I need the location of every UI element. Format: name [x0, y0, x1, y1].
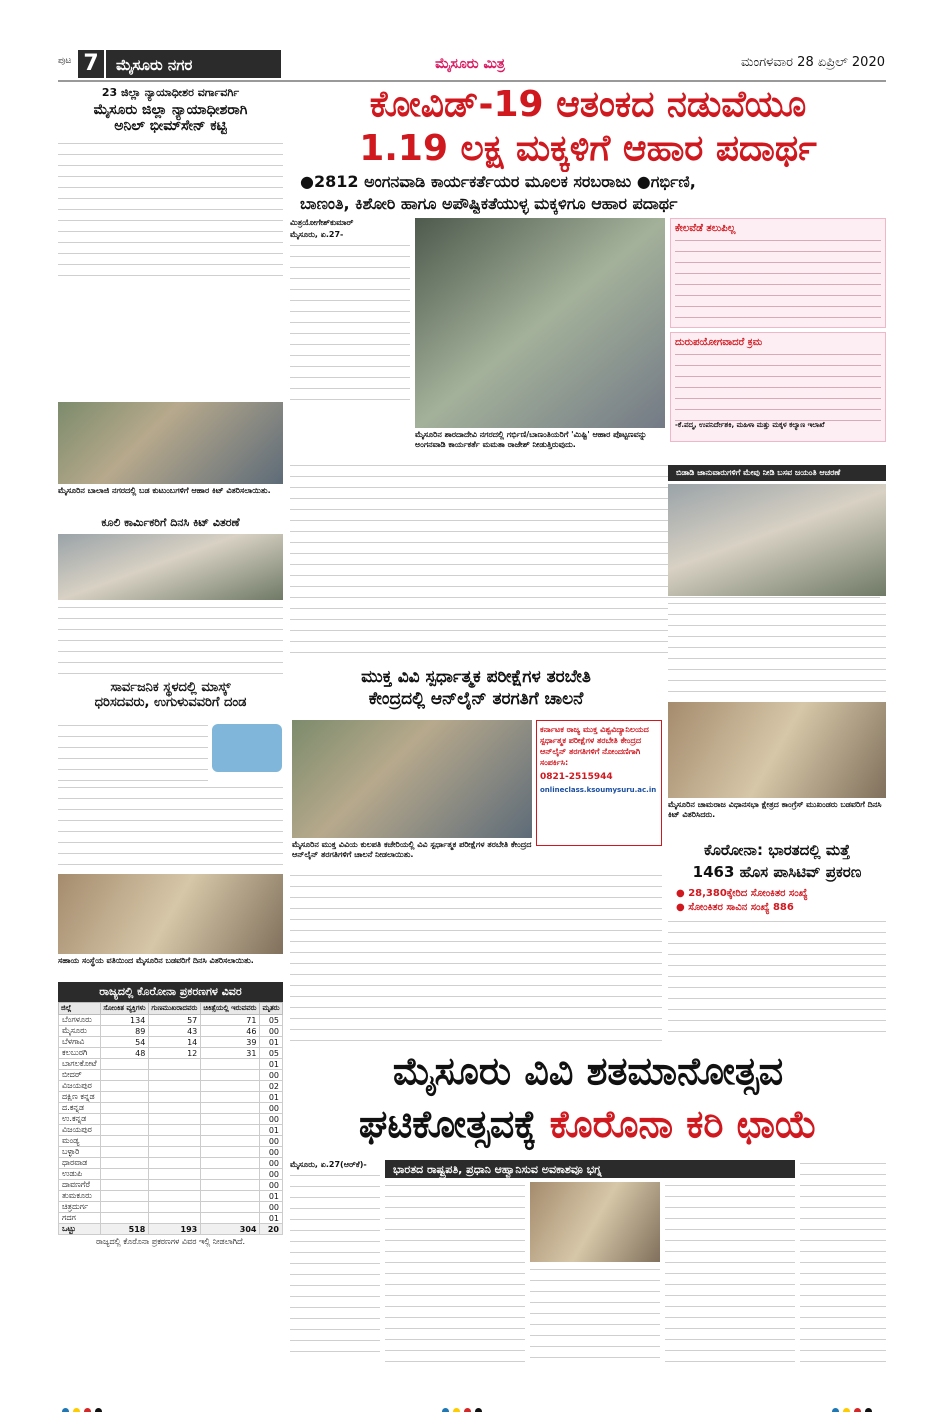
recovered-cell	[149, 1070, 201, 1081]
table-row	[59, 1026, 283, 1037]
col-deaths: ಮೃತರು	[260, 1003, 283, 1015]
table-row	[59, 1114, 283, 1125]
quote-box-1	[670, 218, 886, 328]
district-cell: ತುಮಕೂರು	[59, 1191, 101, 1202]
deaths-cell: 01	[260, 1037, 283, 1048]
table-row	[59, 1059, 283, 1070]
centenary-body-col1	[290, 1172, 380, 1362]
positive-bullet-2: ● ಸೋಂಕಿತರ ಸಾವಿನ ಸಂಖ್ಯೆ 886	[676, 902, 794, 913]
table-row	[59, 1213, 283, 1224]
masthead: ಮೈಸೂರು ಮಿತ್ರ	[435, 56, 505, 72]
centenary-title-black: ಘಟಿಕೋತ್ಸವಕ್ಕೆ	[358, 1102, 537, 1146]
infected-cell	[101, 1092, 149, 1103]
lead-title-line2: 1.19 ಲಕ್ಷ ಮಕ್ಕಳಿಗೆ ಆಹಾರ ಪದಾರ್ಥ	[359, 128, 817, 169]
food-kit-photo-caption: ಮೈಸೂರಿನ ಬಾಲಾಜಿ ನಗರದಲ್ಲಿ ಬಡ ಕುಟುಂಬಗಳಿಗೆ ಆಹಾರ ಕಿಟ್ ವಿತರಿಸಲಾಯಿತು.	[58, 486, 271, 495]
district-cell: ಬಾಗಲಕೋಟೆ	[59, 1059, 101, 1070]
table-row	[59, 1070, 283, 1081]
registration-dot	[73, 1408, 80, 1412]
positive-body	[668, 918, 886, 1042]
infected-cell	[101, 1125, 149, 1136]
district-cell: ಬೆಳಗಾವಿ	[59, 1037, 101, 1048]
col-district: ಜಿಲ್ಲೆ	[59, 1003, 101, 1015]
active-cell: 39	[201, 1037, 260, 1048]
centenary-body-col3	[530, 1266, 660, 1362]
active-cell	[201, 1213, 260, 1224]
deaths-cell: 01	[260, 1191, 283, 1202]
print-registration-dots-left	[60, 1400, 120, 1412]
district-cell: ಮೈಸೂರು	[59, 1026, 101, 1037]
registration-dot	[95, 1408, 102, 1412]
exam-title-line1: ಮುಕ್ತ ವಿವಿ ಸ್ಪರ್ಧಾತ್ಮಕ ಪರೀಕ್ಷೆಗಳ ತರಬೇತಿ	[361, 668, 591, 687]
lead-dateline: ಮೈಸೂರು, ಏ.27-	[290, 230, 344, 239]
recovered-cell	[149, 1103, 201, 1114]
quote2-heading: ದುರುಪಯೋಗವಾದರೆ ಕ್ರಮ	[675, 337, 763, 348]
recovered-cell	[149, 1180, 201, 1191]
exam-notice-phone: 0821-2515944	[540, 772, 613, 782]
district-cell: ಚಿತ್ರದುರ್ಗ	[59, 1202, 101, 1213]
infected-cell	[101, 1180, 149, 1191]
table-row	[59, 1048, 283, 1059]
infected-cell	[101, 1213, 149, 1224]
deaths-cell: 00	[260, 1114, 283, 1125]
page-prefix: ಪುಟ	[58, 56, 72, 66]
recovered-cell: 12	[149, 1048, 201, 1059]
lead-byline: ಮಿತ್ರಯೋಗೇಶ್‌ಕುಮಾರ್	[290, 218, 354, 227]
active-cell	[201, 1180, 260, 1191]
district-cell: ಬಳ್ಳಾರಿ	[59, 1147, 101, 1158]
district-cell: ವಿಜಯಪುರ	[59, 1125, 101, 1136]
exam-notice-box	[536, 720, 662, 846]
registration-dot	[854, 1408, 861, 1412]
district-cell: ಕಲಬುರಗಿ	[59, 1048, 101, 1059]
centenary-dateline: ಮೈಸೂರು, ಏ.27(ಆರ್‌ಕೆ)-	[290, 1160, 367, 1169]
recovered-cell	[149, 1169, 201, 1180]
face-mask-icon	[212, 724, 282, 772]
district-cell: ಮಂಡ್ಯ	[59, 1136, 101, 1147]
active-cell: 31	[201, 1048, 260, 1059]
active-cell	[201, 1125, 260, 1136]
deaths-cell: 01	[260, 1092, 283, 1103]
deaths-cell: 01	[260, 1125, 283, 1136]
table-row	[59, 1180, 283, 1191]
table-row	[59, 1092, 283, 1103]
infected-cell: 48	[101, 1048, 149, 1059]
positive-title-line1: ಕೊರೋನಾ: ಭಾರತದಲ್ಲಿ ಮತ್ತೆ	[704, 842, 850, 859]
quote2-signature: -ಕೆ.ಪದ್ಮ, ಉಪನಿರ್ದೇಶಕಿ, ಮಹಿಳಾ ಮತ್ತು ಮಕ್ಕಳ ಕಲ್ಯಾಣ ಇಲಾಖೆ	[675, 421, 825, 429]
infected-cell: 54	[101, 1037, 149, 1048]
col-infected: ಸೋಂಕಿತ ವ್ಯಕ್ತಿಗಳು	[101, 1003, 149, 1015]
district-cell: ಉಡುಪಿ	[59, 1169, 101, 1180]
active-cell: 46	[201, 1026, 260, 1037]
centenary-sub-bar: ಭಾರತದ ರಾಷ್ಟ್ರಪತಿ, ಪ್ರಧಾನಿ ಆಹ್ವಾನಿಸುವ ಅವಕಾಶವೂ ಭಗ್ನ	[385, 1160, 795, 1178]
registration-dot	[453, 1408, 460, 1412]
centenary-title-line1: ಮೈಸೂರು ವಿವಿ ಶತಮಾನೋತ್ಸವ	[392, 1050, 784, 1093]
recovered-cell: 57	[149, 1015, 201, 1026]
quote-box-2	[670, 332, 886, 442]
centenary-title-red: ಕೊರೊನಾ ಕರಿ ಛಾಯೆ	[549, 1102, 818, 1146]
table-row	[59, 1136, 283, 1147]
lead-photo-caption: ಮೈಸೂರಿನ ಶಾರದಾದೇವಿ ನಗರದಲ್ಲಿ ಗರ್ಭಿಣಿ/ಬಾಣಂತಿಯರಿಗೆ 'ಮಿಷ್ಟಿ' ಆಹಾರ ಪೊಟ್ಟಣವನ್ನು ಅಂಗನವಾಡಿ ಕಾರ್ಯಕರ್ತೆ ಮಮತಾ ರಾಜೇಶ್ ನೀಡುತ್ತಿರುವುದು.	[415, 430, 647, 449]
active-cell	[201, 1191, 260, 1202]
total-active: 304	[201, 1224, 260, 1235]
positive-title-line2: 1463 ಹೊಸ ಪಾಸಿಟಿವ್ ಪ್ರಕರಣ	[692, 864, 862, 881]
active-cell	[201, 1081, 260, 1092]
mask-title-line2: ಧರಿಸದವರು, ಉಗುಳುವವರಿಗೆ ದಂಡ	[94, 695, 247, 710]
judge-kicker: 23 ಜಿಲ್ಲಾ ನ್ಯಾಯಾಧೀಶರ ವರ್ಗಾವರ್ಗಿ	[101, 86, 240, 99]
active-cell	[201, 1169, 260, 1180]
deaths-cell: 00	[260, 1169, 283, 1180]
kit-body	[58, 604, 283, 674]
deaths-cell: 01	[260, 1059, 283, 1070]
centenary-body-col4	[665, 1182, 795, 1362]
table-footnote: ರಾಜ್ಯದಲ್ಲಿ ಕೊರೊನಾ ಪ್ರಕರಣಗಳ ವಿವರ ಇಲ್ಲಿ ನೀಡಲಾಗಿದೆ.	[95, 1237, 246, 1246]
district-cell: ಉ.ಕನ್ನಡ	[59, 1114, 101, 1125]
registration-dot	[865, 1408, 872, 1412]
deaths-cell: 00	[260, 1147, 283, 1158]
recovered-cell	[149, 1136, 201, 1147]
print-registration-dots-right	[830, 1400, 890, 1412]
col-recovered: ಗುಣಮುಖರಾದವರು	[149, 1003, 201, 1015]
active-cell	[201, 1070, 260, 1081]
active-cell	[201, 1114, 260, 1125]
district-cell: ವಿಜಯಪುರ	[59, 1081, 101, 1092]
active-cell	[201, 1092, 260, 1103]
district-cell: ಧಾರವಾಡ	[59, 1158, 101, 1169]
table-row	[59, 1202, 283, 1213]
section-title: ಮೈಸೂರು ನಗರ	[106, 50, 281, 78]
table-row	[59, 1158, 283, 1169]
district-cell: ದಕ್ಷಿಣ ಕನ್ನಡ	[59, 1092, 101, 1103]
header-rule	[58, 80, 886, 82]
cattle-photo	[668, 484, 886, 596]
active-cell	[201, 1158, 260, 1169]
judge-body	[58, 140, 283, 285]
recovered-cell	[149, 1081, 201, 1092]
cattle-body	[668, 600, 886, 696]
registration-dot	[832, 1408, 839, 1412]
deaths-cell: 00	[260, 1070, 283, 1081]
congress-kit-caption: ಮೈಸೂರಿನ ಚಾಮರಾಜ ವಿಧಾನಸಭಾ ಕ್ಷೇತ್ರದ ಕಾಂಗ್ರೆಸ್ ಮುಖಂಡರು ಬಡವರಿಗೆ ದಿನಸಿ ಕಿಟ್ ವಿತರಿಸಿದರು.	[668, 800, 882, 819]
recovered-cell	[149, 1202, 201, 1213]
registration-dot	[475, 1408, 482, 1412]
exam-body	[290, 872, 662, 1042]
recovered-cell: 43	[149, 1026, 201, 1037]
lead-title-line1: ಕೋವಿಡ್-19 ಆತಂಕದ ನಡುವೆಯೂ	[369, 84, 807, 125]
centenary-body-col5	[800, 1160, 886, 1362]
deaths-cell: 05	[260, 1015, 283, 1026]
recovered-cell	[149, 1059, 201, 1070]
exam-notice-url[interactable]: onlineclass.ksoumysuru.ac.in	[540, 786, 657, 794]
registration-dot	[464, 1408, 471, 1412]
infected-cell: 134	[101, 1015, 149, 1026]
centenary-body-col2	[385, 1182, 525, 1362]
infected-cell: 89	[101, 1026, 149, 1037]
deaths-cell: 05	[260, 1048, 283, 1059]
recovered-cell	[149, 1125, 201, 1136]
quote1-heading: ಕೇಲವೆಡೆ ತಲುಪಿಲ್ಲ	[675, 223, 736, 234]
covid-stats-table	[58, 982, 283, 1362]
recovered-cell	[149, 1092, 201, 1103]
centenary-title-line2	[290, 1102, 886, 1154]
mask-heading	[58, 680, 283, 718]
stats-table	[58, 1002, 283, 1235]
registration-dot	[843, 1408, 850, 1412]
print-registration-dots-center	[440, 1400, 500, 1412]
table-row	[59, 1081, 283, 1092]
active-cell: 71	[201, 1015, 260, 1026]
active-cell	[201, 1136, 260, 1147]
registration-dot	[62, 1408, 69, 1412]
deaths-cell: 00	[260, 1026, 283, 1037]
infected-cell	[101, 1059, 149, 1070]
table-row	[59, 1103, 283, 1114]
table-row	[59, 1169, 283, 1180]
cattle-heading: ಬಿಡಾಡಿ ಜಾನುವಾರುಗಳಿಗೆ ಮೇವು ನೀಡಿ ಬಸವ ಜಯಂತಿ ಆಚರಣೆ	[668, 465, 886, 481]
infected-cell	[101, 1081, 149, 1092]
deaths-cell: 00	[260, 1136, 283, 1147]
infected-cell	[101, 1169, 149, 1180]
recovered-cell	[149, 1147, 201, 1158]
recovered-cell	[149, 1114, 201, 1125]
deaths-cell: 00	[260, 1103, 283, 1114]
table-title: ರಾಜ್ಯದಲ್ಲಿ ಕೊರೋನಾ ಪ್ರಕರಣಗಳ ವಿವರ	[58, 982, 283, 1002]
infected-cell	[101, 1114, 149, 1125]
donation-photo	[58, 874, 283, 954]
lead-subtitle-line1: ●2812 ಅಂಗನವಾಡಿ ಕಾರ್ಯಕರ್ತೆಯರ ಮೂಲಕ ಸರಬರಾಜು ●ಗರ್ಭಿಣಿ,	[300, 172, 696, 191]
deaths-cell: 01	[260, 1213, 283, 1224]
col-active: ಚಿಕಿತ್ಸೆಯಲ್ಲಿ ಇರುವವರು	[201, 1003, 260, 1015]
total-recovered: 193	[149, 1224, 201, 1235]
active-cell	[201, 1202, 260, 1213]
deaths-cell: 00	[260, 1202, 283, 1213]
mask-body-cont	[58, 784, 283, 870]
donation-photo-caption: ಸಹಾಯ ಸಂಸ್ಥೆಯ ವತಿಯಿಂದ ಮೈಸೂರಿನ ಬಡವರಿಗೆ ದಿನಸಿ ವಿತರಿಸಲಾಯಿತು.	[58, 956, 254, 965]
lead-subtitle-line2: ಬಾಣಂತಿ, ಕಿಶೋರಿ ಹಾಗೂ ಅಪೌಷ್ಟಿಕತೆಯುಳ್ಳ ಮಕ್ಕಳಿಗೂ ಆಹಾರ ಪದಾರ್ಥ	[300, 194, 678, 213]
total-infected: 518	[101, 1224, 149, 1235]
page-number: 7	[78, 50, 104, 78]
district-cell: ಬೀದರ್	[59, 1070, 101, 1081]
table-row	[59, 1125, 283, 1136]
exam-photo-caption: ಮೈಸೂರಿನ ಮುಕ್ತ ವಿವಿಯ ಕುಲಪತಿ ಕಚೇರಿಯಲ್ಲಿ ವಿವಿ ಸ್ಪರ್ಧಾತ್ಮಕ ಪರೀಕ್ಷೆಗಳ ತರಬೇತಿ ಕೇಂದ್ರದ ಆನ್‌ಲೈನ್ ತರಗತಿಗಳಿಗೆ ಚಾಲನೆ ನೀಡಲಾಯಿತು.	[292, 840, 532, 859]
positive-bullet-1: ● 28,380ಕ್ಕೇರಿದ ಸೋಂಕಿತರ ಸಂಖ್ಯೆ	[676, 888, 808, 899]
table-row	[59, 1147, 283, 1158]
registration-dot	[84, 1408, 91, 1412]
judge-article	[58, 86, 283, 301]
university-building-photo	[530, 1182, 660, 1262]
total-label: ಒಟ್ಟು	[59, 1224, 101, 1235]
district-cell: ದಾವಣಗೆರೆ	[59, 1180, 101, 1191]
recovered-cell	[149, 1213, 201, 1224]
kit-distribution-photo	[58, 534, 283, 600]
district-cell: ದ.ಕನ್ನಡ	[59, 1103, 101, 1114]
infected-cell	[101, 1136, 149, 1147]
recovered-cell: 14	[149, 1037, 201, 1048]
food-kit-photo	[58, 402, 283, 484]
congress-kit-photo	[668, 702, 886, 798]
active-cell	[201, 1147, 260, 1158]
table-row	[59, 1191, 283, 1202]
infected-cell	[101, 1191, 149, 1202]
district-cell: ಬೆಂಗಳೂರು	[59, 1015, 101, 1026]
active-cell	[201, 1059, 260, 1070]
table-row	[59, 1015, 283, 1026]
deaths-cell: 00	[260, 1180, 283, 1191]
mask-title-line1: ಸಾರ್ವಜನಿಕ ಸ್ಥಳದಲ್ಲಿ ಮಾಸ್ಕ್	[110, 680, 231, 695]
lead-body-col1	[290, 242, 410, 402]
judge-title-line1: ಮೈಸೂರು ಜಿಲ್ಲಾ ನ್ಯಾಯಾಧೀಶರಾಗಿ	[93, 102, 248, 118]
exam-notice-text: ಕರ್ನಾಟಕ ರಾಜ್ಯ ಮುಕ್ತ ವಿಶ್ವವಿದ್ಯಾನಿಲಯದ ಸ್ಪರ್ಧಾತ್ಮಕ ಪರೀಕ್ಷೆಗಳ ತರಬೇತಿ ಕೇಂದ್ರದ ಆನ್‌ಲೈನ್ ತರಗತಿಗಳಿಗೆ ನೋಂದಣಿಗಾಗಿ ಸಂಪರ್ಕಿಸಿ:	[540, 725, 649, 767]
deaths-cell: 00	[260, 1158, 283, 1169]
judge-title-line2: ಅನಿಲ್ ಭೀಮ್‌ಸೇನ್ ಕಟ್ಟಿ	[114, 118, 227, 134]
infected-cell	[101, 1202, 149, 1213]
deaths-cell: 02	[260, 1081, 283, 1092]
kit-heading: ಕೂಲಿ ಕಾರ್ಮಿಕರಿಗೆ ದಿನಸಿ ಕಿಟ್ ವಿತರಣೆ	[101, 516, 240, 529]
table-total-row	[59, 1224, 283, 1235]
exam-title-line2: ಕೇಂದ್ರದಲ್ಲಿ ಆನ್‌ಲೈನ್ ತರಗತಿಗೆ ಚಾಲನೆ	[368, 690, 584, 709]
lead-photo	[415, 218, 665, 428]
mask-body	[58, 722, 208, 782]
total-deaths: 20	[260, 1224, 283, 1235]
district-cell: ಗದಗ	[59, 1213, 101, 1224]
exam-photo	[292, 720, 532, 838]
infected-cell	[101, 1158, 149, 1169]
recovered-cell	[149, 1191, 201, 1202]
registration-dot	[442, 1408, 449, 1412]
infected-cell	[101, 1147, 149, 1158]
recovered-cell	[149, 1158, 201, 1169]
table-row	[59, 1037, 283, 1048]
infected-cell	[101, 1070, 149, 1081]
infected-cell	[101, 1103, 149, 1114]
issue-date: ಮಂಗಳವಾರ 28 ಏಪ್ರಿಲ್ 2020	[741, 55, 885, 70]
active-cell	[201, 1103, 260, 1114]
